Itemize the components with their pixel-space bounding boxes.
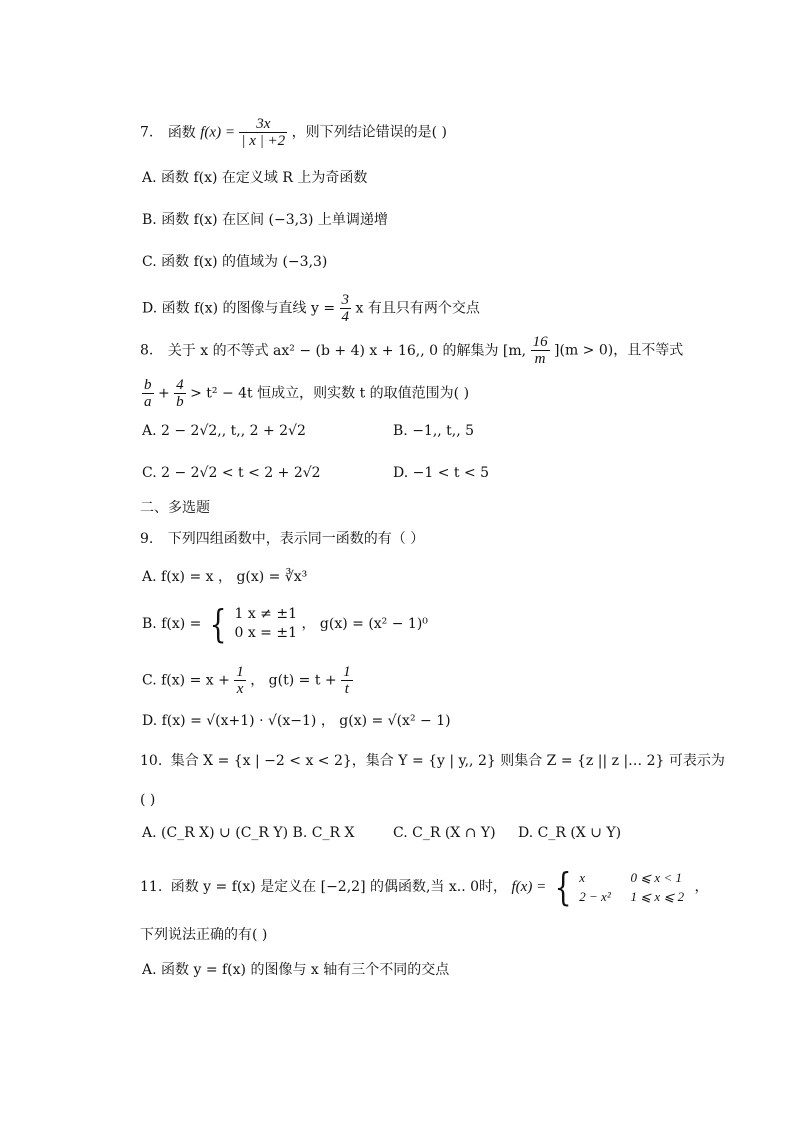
q9-option-b [142, 602, 428, 646]
q11-stem2: 下列说法正确的有( ) [140, 927, 268, 943]
q10-option-ab: A. (C_R X) ∪ (C_R Y) B. C_R X [142, 825, 355, 841]
q7-optd-num: 3 [341, 292, 350, 308]
q8-plus: + [157, 385, 170, 402]
q9-number: 9. [140, 531, 154, 547]
q9-option-d: D. f(x) = √(x+1) · √(x−1) ， g(x) = √(x² − 1) [142, 713, 451, 729]
q8-frac-a: a [144, 394, 152, 410]
q9-text: 下列四组函数中，表示同一函数的有（ ） [167, 531, 425, 547]
q11-case1-expr: x [579, 870, 586, 885]
q11-case2-expr: 2 − x² [579, 889, 611, 904]
q11-text: 函数 y = f(x) 是定义在 [−2,2] 的偶函数,当 x.. 0时， [170, 879, 508, 895]
q9-optb-post: ， g(x) = (x² − 1)⁰ [301, 616, 428, 632]
q11-case1 [579, 868, 684, 887]
q11-case2-cond: 1 ⩽ x ⩽ 2 [630, 889, 685, 904]
q8-number: 8. [140, 342, 154, 359]
q8-frac-b: b [144, 377, 152, 393]
q10-paren: ( ) [140, 792, 156, 808]
q8-option-c: C. 2 − 2√2 < t < 2 + 2√2 [142, 465, 321, 481]
q8-stem-line1 [140, 334, 683, 367]
q11-case2 [579, 887, 684, 906]
q7-optd-pre: D. 函数 f(x) 的图像与直线 y = [142, 300, 336, 317]
q11-stem [140, 865, 709, 909]
q8-line1-num: 16 [532, 334, 548, 350]
q9-optc-num1: 1 [236, 664, 244, 680]
q8-option-b: B. −1,, t,, 5 [393, 423, 475, 439]
q7-option-a: A. 函数 f(x) 在定义域 R 上为奇函数 [142, 170, 368, 186]
q8-frac-4b [174, 377, 186, 410]
q7-frac-num: 3x [239, 116, 287, 133]
q9-optc-frac2 [341, 664, 353, 697]
left-brace: { [554, 865, 572, 909]
q9-optc-den2: t [344, 681, 349, 697]
section-heading: 二、多选题 [140, 500, 210, 516]
q9-optb-cases [234, 605, 297, 643]
q10-option-d: D. C_R (X ∪ Y) [518, 825, 622, 841]
q7-option-d [142, 292, 480, 325]
q7-optd-post: x 有且只有两个交点 [355, 300, 480, 317]
q11-func: f(x) = [511, 879, 547, 895]
q11-comma: ， [694, 879, 709, 895]
q7-func: f(x) = [200, 124, 235, 141]
q9-optb-case1: 1 x ≠ ±1 [234, 606, 297, 622]
q7-frac-den: | x | +2 [241, 133, 286, 149]
q9-optc-num2: 1 [343, 664, 351, 680]
q7-option-b: B. 函数 f(x) 在区间 (−3,3) 上单调递增 [142, 212, 388, 228]
q7-tail: ，则下列结论错误的是( ) [291, 124, 448, 141]
q11-case1-cond: 0 ⩽ x < 1 [630, 870, 682, 885]
q8-stem-line2 [142, 377, 469, 410]
q7-optd-fraction [340, 292, 352, 325]
left-brace: { [209, 602, 227, 646]
q10-number: 10. [140, 753, 163, 769]
q10-stem [140, 751, 725, 771]
q9-option-a: A. f(x) = x ， g(x) = ∛x³ [142, 569, 308, 585]
q8-frac-4: 4 [176, 377, 184, 393]
q9-optc-den1: x [236, 681, 244, 697]
q7-number: 7. [140, 124, 154, 141]
q7-optd-den: 4 [341, 309, 350, 325]
q9-optc-mid: ， g(t) = t + [250, 672, 337, 689]
q7-stem [140, 116, 447, 149]
q8-line1-post: ](m > 0)，且不等式 [554, 342, 684, 359]
q9-optb-pre: B. f(x) = [142, 616, 202, 632]
q10-text: 集合 X = {x | −2 < x < 2}，集合 Y = {y | y,, 2} 则集合 Z = {z || z |… 2} 可表示为 [170, 753, 725, 769]
q11-option-a: A. 函数 y = f(x) 的图像与 x 轴有三个不同的交点 [142, 962, 450, 978]
q9-optc-pre: C. f(x) = x + [142, 672, 230, 689]
q8-line2-post: > t² − 4t 恒成立，则实数 t 的取值范围为( ) [190, 385, 470, 402]
q8-frac-bb: b [176, 394, 184, 410]
q8-line1-fraction [531, 334, 550, 367]
q11-cases [579, 868, 684, 906]
q7-fraction [239, 116, 287, 149]
q8-frac-ba [142, 377, 154, 410]
q8-line1-pre: 关于 x 的不等式 ax² − (b + 4) x + 16,, 0 的解集为 [m, [167, 342, 527, 359]
q9-optb-case2: 0 x = ±1 [234, 625, 297, 641]
q8-line1-den: m [534, 351, 546, 367]
q8-option-d: D. −1 < t < 5 [393, 465, 490, 481]
q9-optc-frac1 [234, 664, 246, 697]
q7-intro: 函数 [167, 124, 196, 141]
q9-option-c [142, 664, 353, 697]
q7-option-c: C. 函数 f(x) 的值域为 (−3,3) [142, 254, 328, 270]
q8-option-a: A. 2 − 2√2,, t,, 2 + 2√2 [142, 423, 306, 439]
q9-stem [140, 529, 424, 549]
q11-number: 11. [140, 879, 163, 895]
q10-option-c: C. C_R (X ∩ Y) [393, 825, 496, 841]
